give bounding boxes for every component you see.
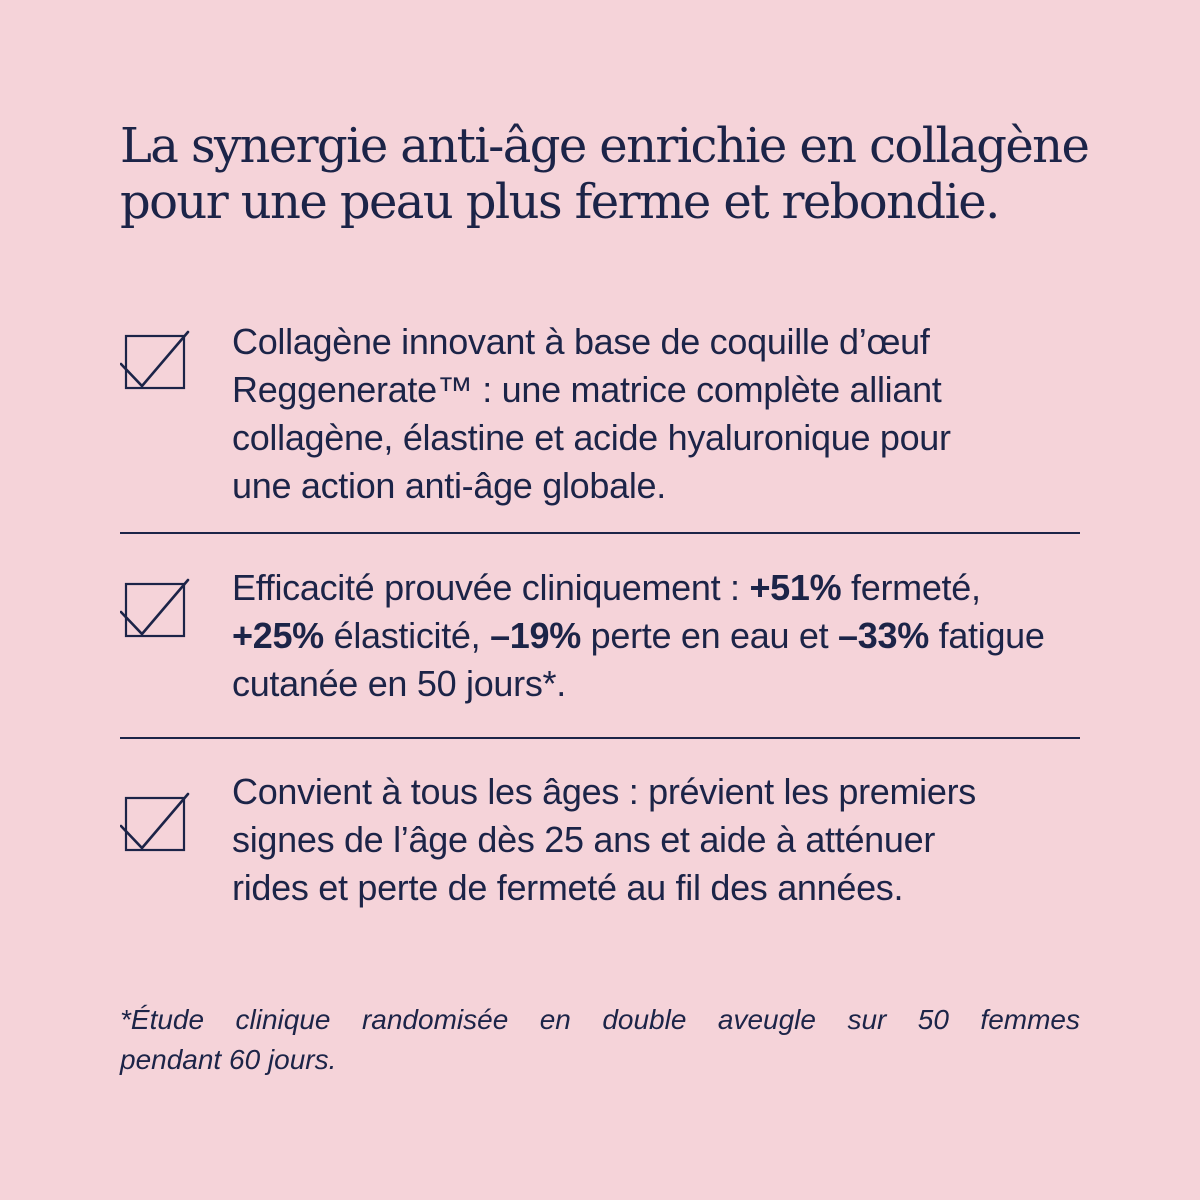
headline-line-2: pour une peau plus ferme et rebondie. <box>120 174 999 230</box>
footnote <box>120 1000 1080 1080</box>
benefit-1-line-3: collagène, élastine et acide hyaluronique pour <box>232 417 951 458</box>
footnote-line-2: pendant 60 jours. <box>120 1044 337 1075</box>
benefit-2-line-2-c: fatigue <box>928 615 1045 656</box>
divider-1 <box>120 532 1080 534</box>
stat-fatigue: –33% <box>838 615 929 656</box>
benefit-2-line-2 <box>232 612 1092 660</box>
stat-water-loss: –19% <box>490 615 581 656</box>
benefit-2-line-2-b: perte en eau et <box>580 615 839 656</box>
benefit-3-line-1: Convient à tous les âges : prévient les premiers <box>232 771 976 812</box>
benefit-2-line-3: cutanée en 50 jours*. <box>232 663 566 704</box>
benefit-text-3 <box>232 768 1092 912</box>
benefit-2-line-2-a: élasticité, <box>323 615 491 656</box>
benefit-3-line-2: signes de l’âge dès 25 ans et aide à atténuer <box>232 819 936 860</box>
footnote-line-1: *Étude clinique randomisée en double aveugle sur 50 femmes <box>120 1004 1080 1035</box>
benefit-2-line-1 <box>232 564 1092 612</box>
benefit-text-1 <box>232 318 1092 510</box>
headline-line-1: La synergie anti-âge enrichie en collagène <box>120 118 1089 174</box>
headline <box>120 118 1160 230</box>
benefit-2-line-1-suffix: fermeté, <box>841 567 981 608</box>
benefit-1-line-2: Reggenerate™ : une matrice complète alliant <box>232 369 942 410</box>
benefit-2-line-1-prefix: Efficacité prouvée cliniquement : <box>232 567 750 608</box>
checkbox-checked-icon <box>120 786 190 856</box>
checkbox-checked-icon <box>120 324 190 394</box>
benefit-1-line-4: une action anti-âge globale. <box>232 465 666 506</box>
benefit-1-line-1: Collagène innovant à base de coquille d’œuf <box>232 321 930 362</box>
stat-elasticity: +25% <box>232 615 324 656</box>
divider-2 <box>120 737 1080 739</box>
checkbox-checked-icon <box>120 572 190 642</box>
benefit-text-2 <box>232 564 1092 708</box>
stat-firmness: +51% <box>749 567 842 608</box>
benefit-3-line-3: rides et perte de fermeté au fil des années. <box>232 867 904 908</box>
